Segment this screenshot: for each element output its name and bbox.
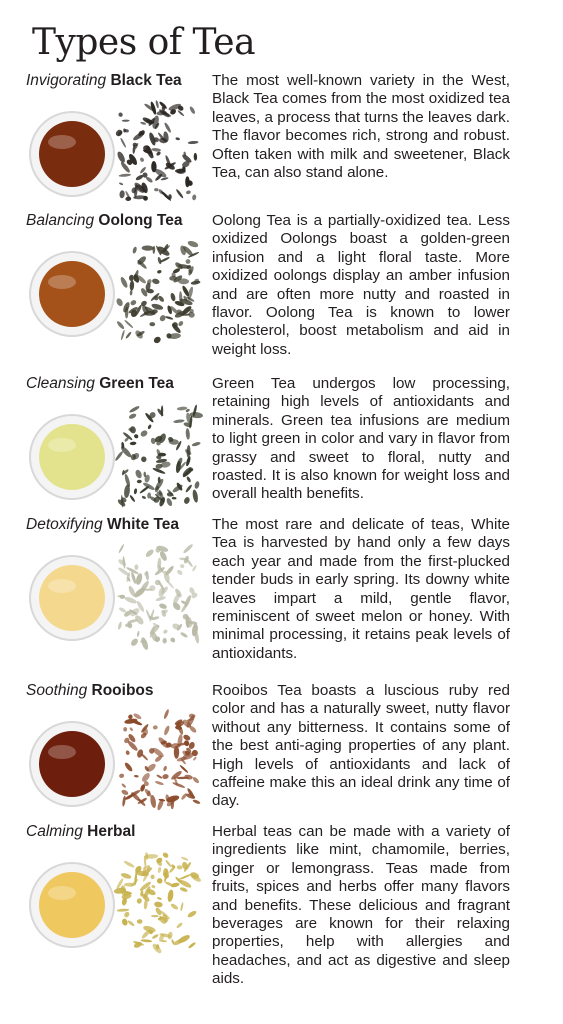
tea-description: Rooibos Tea boasts a luscious ruby red color and has a naturally sweet, nutty flavor without any bitterness. It contains some of the best anti-aging properties of any plant. High levels of antioxidants and lack of caffeine make this an ideal drink any time of day. <box>212 682 510 810</box>
infusion-highlight <box>48 275 76 289</box>
loose-leaves <box>114 404 203 507</box>
loose-leaves <box>119 709 201 811</box>
tea-description: The most well-known variety in the West, Black Tea comes from the most oxidized tea leaves, a process that turns the leaves dark. The flavor becomes rich, strong and robust. Often taken with milk and sweetener, Black Tea, can also stand alone. <box>212 72 510 182</box>
tea-description: Green Tea undergos low processing, retaining high levels of antioxidants and minerals. Green tea infusions are medium to light green in color and vary in flavor from grassy and sweet to floral, nutty and roasted. It is also known for weight loss and overall health benefits. <box>212 375 510 503</box>
tea-adjective: Detoxifying <box>26 516 103 533</box>
infusion-highlight <box>48 579 76 593</box>
loose-leaves <box>113 852 202 955</box>
loose-leaves <box>115 100 199 202</box>
tea-name: White Tea <box>107 516 180 533</box>
tea-infusion <box>39 872 105 938</box>
tea-name: Rooibos <box>91 682 154 699</box>
tea-adjective: Soothing <box>26 682 88 699</box>
tea-heading <box>26 516 179 534</box>
infusion-highlight <box>48 438 76 452</box>
tea-infusion <box>39 424 105 490</box>
tea-description: Herbal teas can be made with a variety of ingredients like mint, chamomile, berries, ginger or lemongrass. Teas made from fruits, spices and herbs offer many flavors and benefits. These delicious and fragrant beverages are known for their relaxing properties, help with allergies and headaches, and act as digestive and sleep aids. <box>212 823 510 988</box>
tea-name: Green Tea <box>99 375 174 392</box>
tea-heading <box>26 682 154 700</box>
tea-heading <box>26 212 183 230</box>
tea-adjective: Balancing <box>26 212 95 229</box>
tea-description: The most rare and delicate of teas, White Tea is harvested by hand only a few days each year and made from the first-plucked tender buds in early spring. Its downy white leaves impart a mild, gentle flavor, reminiscent of sweet melon or honey. With minimal processing, it retains peak levels of antioxidants. <box>212 516 510 662</box>
tea-infusion <box>39 261 105 327</box>
tea-illustration <box>24 96 204 208</box>
tea-infusion <box>39 565 105 631</box>
tea-heading <box>26 823 135 841</box>
tea-infusion <box>39 121 105 187</box>
tea-illustration <box>24 236 204 348</box>
infusion-highlight <box>48 886 76 900</box>
loose-leaves <box>117 543 200 651</box>
tea-heading <box>26 375 174 393</box>
tea-description: Oolong Tea is a partially-oxidized tea. Less oxidized Oolongs boast a golden-green infusion and a light floral taste. More oxidized oolongs display an amber infusion and are often more nutty and roasted in flavor. Oolong Tea is known to lower cholesterol, boost metabolism and aid in weight loss. <box>212 212 510 358</box>
tea-adjective: Cleansing <box>26 375 95 392</box>
infusion-highlight <box>48 135 76 149</box>
tea-illustration <box>24 540 204 652</box>
tea-illustration <box>24 706 204 818</box>
tea-infusion <box>39 731 105 797</box>
loose-leaves <box>115 240 200 345</box>
tea-name: Black Tea <box>110 72 182 89</box>
tea-name: Herbal <box>87 823 136 840</box>
tea-heading <box>26 72 182 90</box>
tea-illustration <box>24 399 204 511</box>
tea-adjective: Invigorating <box>26 72 107 89</box>
infusion-highlight <box>48 745 76 759</box>
tea-illustration <box>24 847 204 959</box>
tea-name: Oolong Tea <box>98 212 183 229</box>
tea-adjective: Calming <box>26 823 83 840</box>
page-title: Types of Tea <box>32 22 256 63</box>
